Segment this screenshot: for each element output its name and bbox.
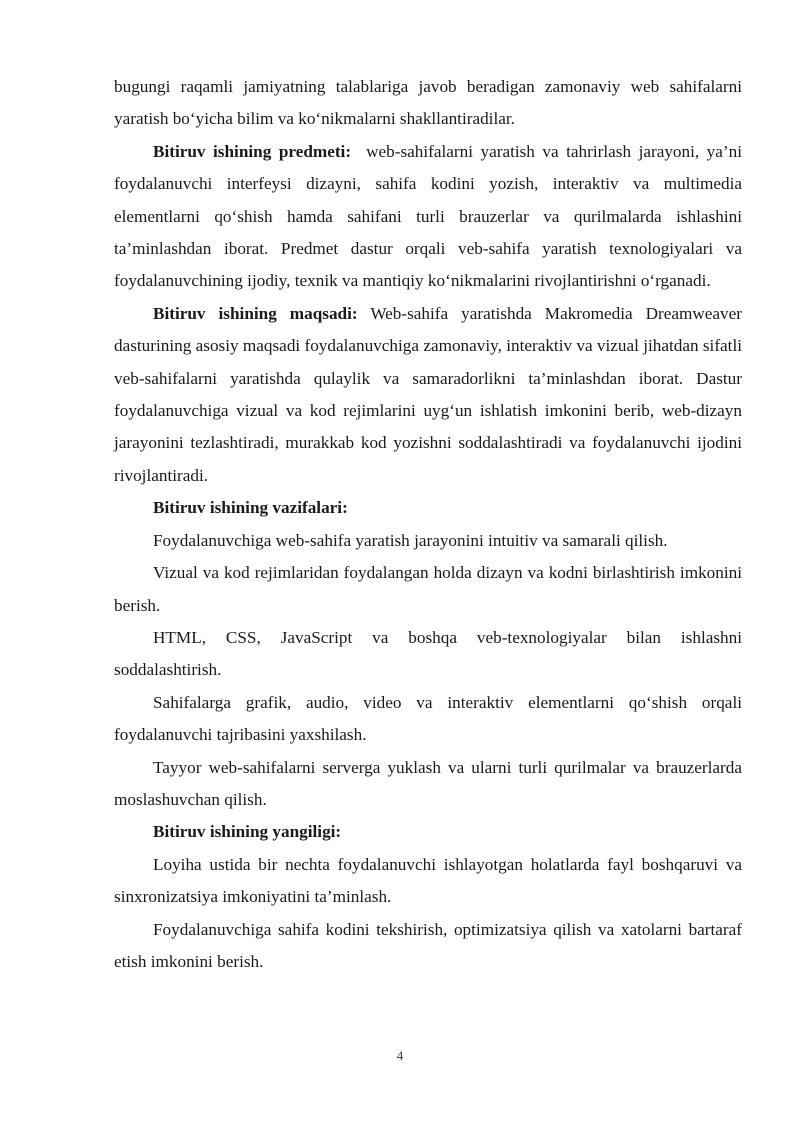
- goal-text: Web-sahifa yaratishda Makromedia Dreamweaver dasturining asosiy maqsadi foydalanuvchiga zamonaviy, interaktiv va vizual jihatdan sifatli veb-sahifalarni yaratishda qulaylik va samaradorlikni ta’minlashdan iborat. Dastur foydalanuvchiga vizual va kod rejimlarini uyg‘un ishlatish imkonini berib, web-dizayn jarayonini tezlashtiradi, murakkab kod yozishni soddalashtiradi va foydalanuvchi ijodini rivojlantiradi.: [114, 303, 742, 485]
- task-item: Vizual va kod rejimlaridan foydalangan holda dizayn va kodni birlashtirish imkonini berish.: [114, 563, 742, 615]
- tasks-heading: Bitiruv ishining vazifalari:: [153, 498, 348, 518]
- page-number: 4: [396, 1048, 404, 1063]
- novelty-item: Loyiha ustida bir nechta foydalanuvchi ishlayotgan holatlarda fayl boshqaruvi va sinxronizatsiya imkoniyatini ta’minlash.: [114, 854, 742, 907]
- subject-label: Bitiruv ishining predmeti:: [153, 141, 352, 161]
- task-item: Tayyor web-sahifalarni serverga yuklash va ularni turli qurilmalar va brauzerlarda moslashuvchan qilish.: [114, 757, 742, 809]
- page-body: [114, 71, 742, 978]
- goal-label: Bitiruv ishining maqsadi:: [153, 303, 358, 323]
- subject-paragraph: [114, 136, 742, 298]
- novelty-item: Foydalanuvchiga sahifa kodini tekshirish, optimizatsiya qilish va xatolarni bartaraf etish imkonini berish.: [114, 919, 742, 971]
- intro-paragraph: bugungi raqamli jamiyatning talablariga javob beradigan zamonaviy web sahifalarni yaratish bo‘yicha bilim va ko‘nikmalarni shakllantiradilar.: [114, 77, 742, 129]
- task-item: HTML, CSS, JavaScript va boshqa veb-texnologiyalar bilan ishlashni soddalashtirish.: [114, 627, 742, 680]
- goal-paragraph: [114, 298, 742, 492]
- task-item: Foydalanuvchiga web-sahifa yaratish jarayonini intuitiv va samarali qilish.: [153, 530, 668, 550]
- task-item: Sahifalarga grafik, audio, video va interaktiv elementlarni qo‘shish orqali foydalanuvchi tajribasini yaxshilash.: [114, 692, 742, 745]
- novelty-heading: Bitiruv ishining yangiligi:: [153, 822, 342, 842]
- subject-text: web-sahifalarni yaratish va tahrirlash jarayoni, ya’ni foydalanuvchi interfeysi dizayni, sahifa kodini yozish, interaktiv va multimedia elementlarni qo‘shish hamda sahifani turli brauzerlar va qurilmalarda ishlashini ta’minlashdan iborat. Predmet dastur orqali veb-sahifa yaratish texnologiyalari va foydalanuvchining ijodiy, texnik va mantiqiy ko‘nikmalarini rivojlantirishni o‘rganadi.: [114, 141, 742, 291]
